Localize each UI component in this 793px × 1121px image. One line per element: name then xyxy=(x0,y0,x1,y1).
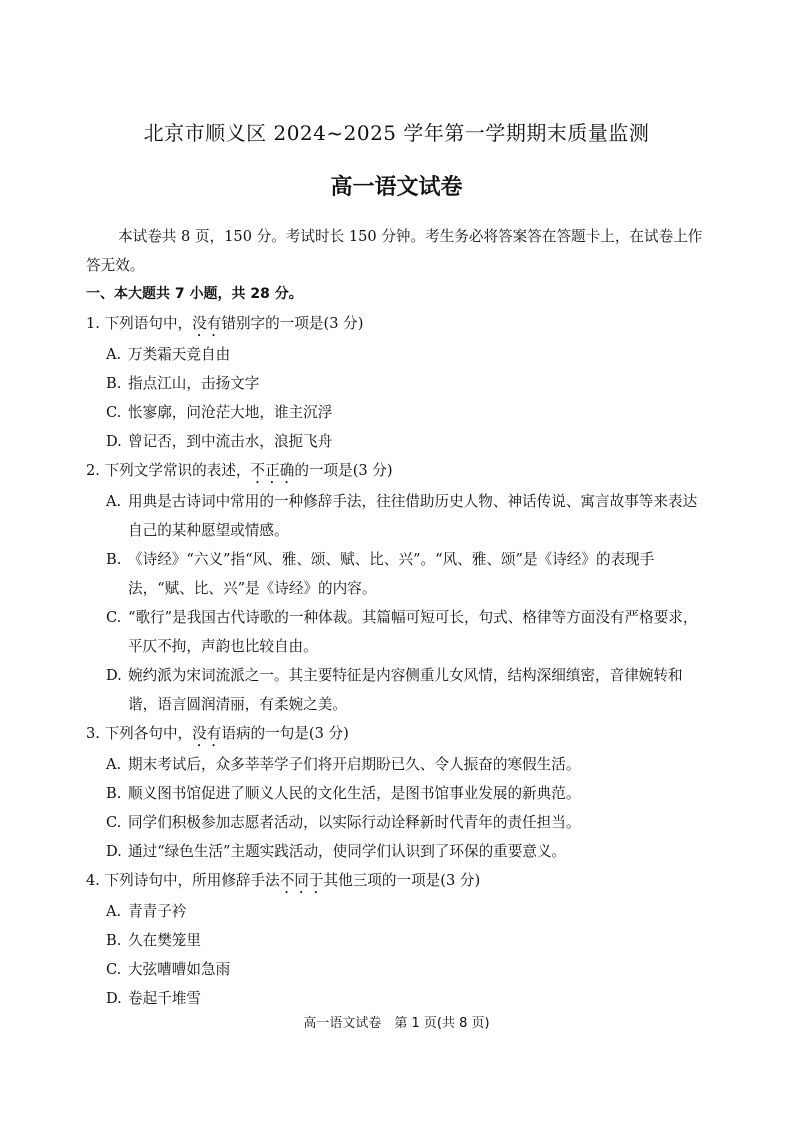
option-text: 期末考试后，众多莘莘学子们将开启期盼已久、令人振奋的寒假生活。 xyxy=(128,756,581,773)
option-4a xyxy=(86,897,706,926)
option-2b xyxy=(86,545,706,603)
option-3b xyxy=(86,779,706,808)
question-text: 4. 下列诗句中，所用修辞手法 xyxy=(86,872,280,889)
option-text: 青青子衿 xyxy=(128,903,187,920)
question-text: 语病的一句是(3 分) xyxy=(221,725,349,742)
option-text: 万类霜天竞自由 xyxy=(128,346,231,363)
option-label: A. xyxy=(106,903,122,920)
option-4c xyxy=(86,955,706,984)
option-text: 大弦嘈嘈如急雨 xyxy=(128,961,231,978)
exam-body xyxy=(86,222,706,1013)
option-label: D. xyxy=(106,433,122,450)
option-text: 顺义图书馆促进了顺义人民的文化生活，是图书馆事业发展的新典范。 xyxy=(128,785,581,802)
question-text: 1. 下列语句中， xyxy=(86,315,193,332)
option-label: B. xyxy=(106,375,122,392)
option-label: B. xyxy=(106,551,122,568)
option-text: 久在樊笼里 xyxy=(128,932,201,949)
option-label: A. xyxy=(106,493,122,510)
question-text: 其他三项的一项是(3 分) xyxy=(323,872,481,889)
option-label: C. xyxy=(106,961,122,978)
option-text: 卷起千堆雪 xyxy=(128,990,201,1007)
question-2 xyxy=(86,456,706,487)
option-1a xyxy=(86,340,706,369)
option-label: B. xyxy=(106,785,122,802)
option-2d xyxy=(86,661,706,719)
option-label: B. xyxy=(106,932,122,949)
option-label: A. xyxy=(106,756,122,773)
option-1d xyxy=(86,427,706,456)
question-text: 的一项是(3 分) xyxy=(294,462,393,479)
option-text: 怅寥廓，问沧茫大地，谁主沉浮 xyxy=(128,404,333,421)
exam-instructions: 本试卷共 8 页，150 分。考试时长 150 分钟。考生务必将答案答在答题卡上，在试卷上作答无效。 xyxy=(86,228,703,274)
option-label: C. xyxy=(106,404,122,421)
option-label: A. xyxy=(106,346,122,363)
option-text: “歌行”是我国古代诗歌的一种体裁。其篇幅可短可长，句式、格律等方面没有严格要求，平仄不拘，声韵也比较自由。 xyxy=(128,609,698,655)
page-subtitle: 高一语文试卷 xyxy=(330,175,463,200)
option-label: D. xyxy=(106,990,122,1007)
page-footer: 高一语文试卷 第 1 页(共 8 页) xyxy=(303,1016,490,1031)
question-1 xyxy=(86,309,706,340)
option-4d xyxy=(86,984,706,1013)
option-label: D. xyxy=(106,843,122,860)
option-text: 曾记否，到中流击水，浪扼飞舟 xyxy=(128,433,333,450)
option-3c xyxy=(86,808,706,837)
option-2a xyxy=(86,487,706,545)
question-4 xyxy=(86,866,706,897)
question-3 xyxy=(86,719,706,750)
option-text: 用典是古诗词中常用的一种修辞手法，往往借助历史人物、神话传说、寓言故事等来表达自己的某种愿望或情感。 xyxy=(128,493,698,539)
option-text: 指点江山，击扬文字 xyxy=(128,375,260,392)
emphasis-text: 不正确 xyxy=(250,462,295,479)
option-text: 婉约派为宋词流派之一。其主要特征是内容侧重儿女风情，结构深细缜密，音律婉转和谐，语言圆润清丽，有柔婉之美。 xyxy=(128,667,683,713)
option-2c xyxy=(86,603,706,661)
option-3a xyxy=(86,750,706,779)
emphasis-text: 没有 xyxy=(192,725,222,742)
question-text: 错别字的一项是(3 分) xyxy=(221,315,364,332)
option-1c xyxy=(86,398,706,427)
emphasis-text: 没有 xyxy=(192,315,222,332)
question-text: 2. 下列文学常识的表述， xyxy=(86,462,251,479)
option-1b xyxy=(86,369,706,398)
option-label: D. xyxy=(106,667,122,684)
question-text: 3. 下列各句中， xyxy=(86,725,193,742)
option-text: 同学们积极参加志愿者活动，以实际行动诠释新时代青年的责任担当。 xyxy=(128,814,581,831)
option-text: 通过“绿色生活”主题实践活动，使同学们认识到了环保的重要意义。 xyxy=(128,843,567,860)
section-heading: 一、本大题共 7 小题，共 28 分。 xyxy=(86,286,303,302)
option-label: C. xyxy=(106,609,122,626)
option-4b xyxy=(86,926,706,955)
option-3d xyxy=(86,837,706,866)
option-label: C. xyxy=(106,814,122,831)
emphasis-text: 不同于 xyxy=(279,872,324,889)
option-text: 《诗经》“六义”指“风、雅、颂、赋、比、兴”。“风、雅、颂”是《诗经》的表现手法，“赋、比、兴”是《诗经》的内容。 xyxy=(128,551,655,597)
page-title: 北京市顺义区 2024~2025 学年第一学期期末质量监测 xyxy=(143,121,650,145)
